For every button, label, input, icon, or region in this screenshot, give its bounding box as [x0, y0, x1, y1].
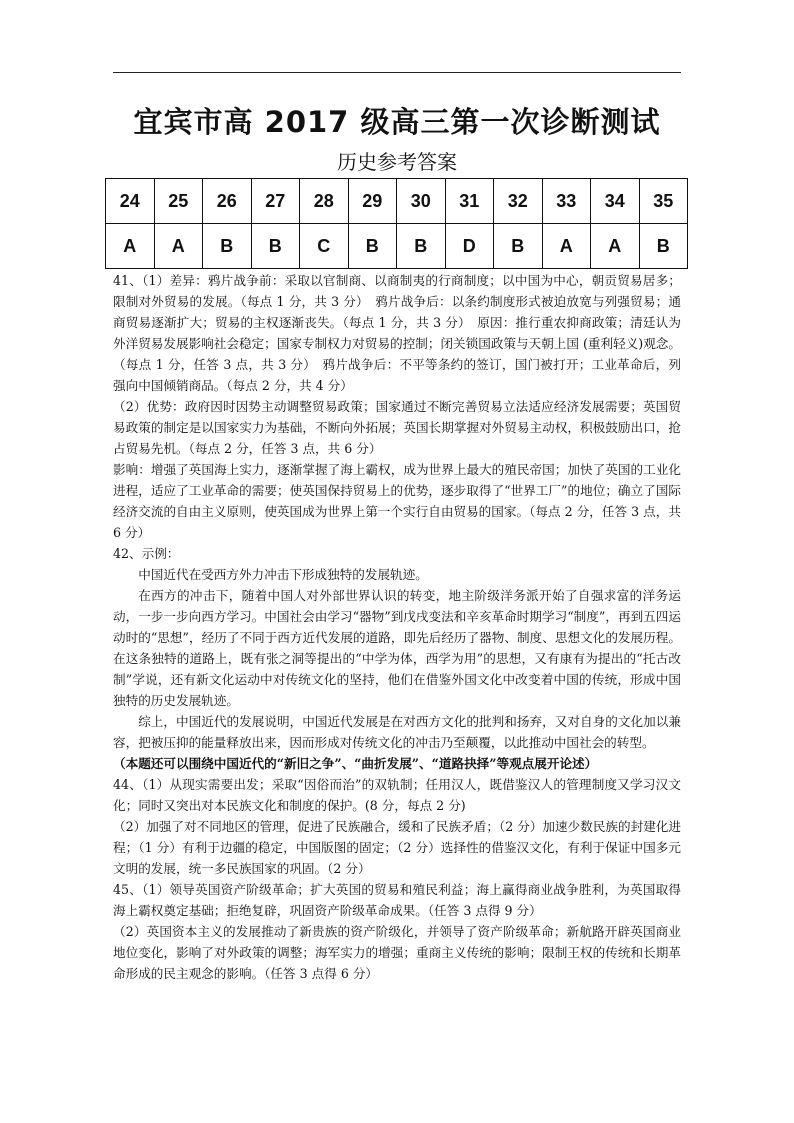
q42-argument: 在西方的冲击下，随着中国人对外部世界认识的转变，地主阶级洋务派开始了自强求富的洋务运动，一步一步向西方学习。中国社会由学习“器物”到戊戌变法和辛亥革命时期学习“制度”，再到五四运动时的“思想”，经历了不同于西方近代发展的道路，即先后经历了器物、制度、思想文化的发展历程。在这条独特的道路上，既有张之洞等提出的“中学为体，西学为用”的思想，又有康有为提出的“托古改制”学说，还有新文化运动中对传统文化的坚持，他们在借鉴外国文化中改变着中国的传统，形成中国独特的历史发展轨迹。	[113, 588, 681, 708]
answer-cell: B	[639, 224, 688, 269]
answer-cell: A	[591, 224, 640, 269]
question-number-cell: 34	[591, 179, 640, 224]
question-number-cell: 28	[300, 179, 349, 224]
q41-part2-impact: 影响：增强了英国海上实力，逐渐掌握了海上霸权，成为世界上最大的殖民帝国；加快了英国的工业化进程，适应了工业革命的需要；使英国保持贸易上的优势，逐步取得了“世界工厂”的地位；确立了国际经济交流的自由主义原则，使英国成为世界上第一个实行自由贸易的国家。（每点 2 分，任答 3 点，共 6 分）	[113, 462, 681, 540]
answer-table	[105, 178, 688, 269]
question-number-cell: 25	[154, 179, 203, 224]
answer-row	[106, 224, 688, 269]
question-number-cell: 33	[542, 179, 591, 224]
answer-cell: A	[106, 224, 155, 269]
q42-note: （本题还可以围绕中国近代的“新旧之争”、“曲折发展”、“道路抉择”等观点展开论述）	[113, 756, 598, 771]
question-number-cell: 29	[348, 179, 397, 224]
question-number-cell: 35	[639, 179, 688, 224]
question-number-cell: 32	[494, 179, 543, 224]
page-title: 宜宾市高 2017 级高三第一次诊断测试	[133, 105, 661, 139]
question-number-cell: 27	[251, 179, 300, 224]
answer-body	[113, 270, 681, 984]
q42-thesis: 中国近代在受西方外力冲击下形成独特的发展轨迹。	[138, 567, 428, 582]
q41-part2-advantage: （2）优势：政府因时因势主动调整贸易政策；国家通过不断完善贸易立法适应经济发展需要；英国贸易政策的制定是以国家实力为基础，不断向外拓展；英国长期掌握对外贸易主动权，积极鼓励出口，抢占贸易先机。（每点 2 分，任答 3 点，共 6 分）	[113, 399, 681, 456]
answer-cell: B	[348, 224, 397, 269]
q41-part1: 41、（1）差异：鸦片战争前：采取以官制商、以商制夷的行商制度；以中国为中心，朝贡贸易居多；限制对外贸易的发展。（每点 1 分，共 3 分） 鸦片战争后：以条约制度形式被迫放宽与列强贸易；通商贸易逐渐扩大；贸易的主权逐渐丧失。（每点 1 分，共 3 分） 原因：推行重农抑商政策；清廷认为外洋贸易发展影响社会稳定；国家专制权力对贸易的控制；闭关锁国政策与天朝上国 (重利轻义)观念。（每点 1 分，任答 3 点，共 3 分） 鸦片战争后：不平等条约的签订，国门被打开；工业革命后，列强向中国倾销商品。（每点 2 分，共 4 分）	[113, 273, 681, 393]
question-number-cell: 30	[397, 179, 446, 224]
question-number-cell: 26	[203, 179, 252, 224]
q42-conclusion: 综上，中国近代的发展说明，中国近代发展是在对西方文化的批判和扬弃，又对自身的文化加以兼容，把被压抑的能量释放出来，因而形成对传统文化的冲击乃至颠覆，以此推动中国社会的转型。	[113, 714, 681, 750]
q44-part1: 44、（1）从现实需要出发；采取“因俗而治”的双轨制；任用汉人，既借鉴汉人的管理制度又学习汉文化；同时又突出对本民族文化和制度的保护。(8 分，每点 2 分)	[113, 777, 681, 813]
q45-part1: 45、（1）领导英国资产阶级革命；扩大英国的贸易和殖民利益；海上赢得商业战争胜利，为英国取得海上霸权奠定基础；拒绝复辟，巩固资产阶级革命成果。（任答 3 点得 9 分）	[113, 882, 681, 918]
page-subtitle: 历史参考答案	[337, 150, 457, 174]
q45-part2: （2）英国资本主义的发展推动了新贵族的资产阶级化，并领导了资产阶级革命；新航路开辟英国商业地位变化，影响了对外政策的调整；海军实力的增强；重商主义传统的影响；限制王权的传统和长期革命形成的民主观念的影响。（任答 3 点得 6 分）	[113, 924, 681, 981]
answer-cell: B	[251, 224, 300, 269]
answer-cell: A	[542, 224, 591, 269]
answer-cell: B	[203, 224, 252, 269]
question-number-row	[106, 179, 688, 224]
top-rule	[113, 72, 681, 73]
question-number-cell: 31	[445, 179, 494, 224]
answer-cell: B	[494, 224, 543, 269]
answer-cell: B	[397, 224, 446, 269]
question-number-cell: 24	[106, 179, 155, 224]
answer-cell: D	[445, 224, 494, 269]
q44-part2: （2）加强了对不同地区的管理，促进了民族融合，缓和了民族矛盾；（2 分）加速少数民族的封建化进程；（1 分）有利于边疆的稳定，中国版图的固定；（2 分）选择性的借鉴汉文化，有利于保证中国多元文明的发展，统一多民族国家的巩固。（2 分）	[113, 819, 681, 876]
answer-cell: A	[154, 224, 203, 269]
answer-cell: C	[300, 224, 349, 269]
q42-heading: 42、示例：	[113, 546, 180, 561]
